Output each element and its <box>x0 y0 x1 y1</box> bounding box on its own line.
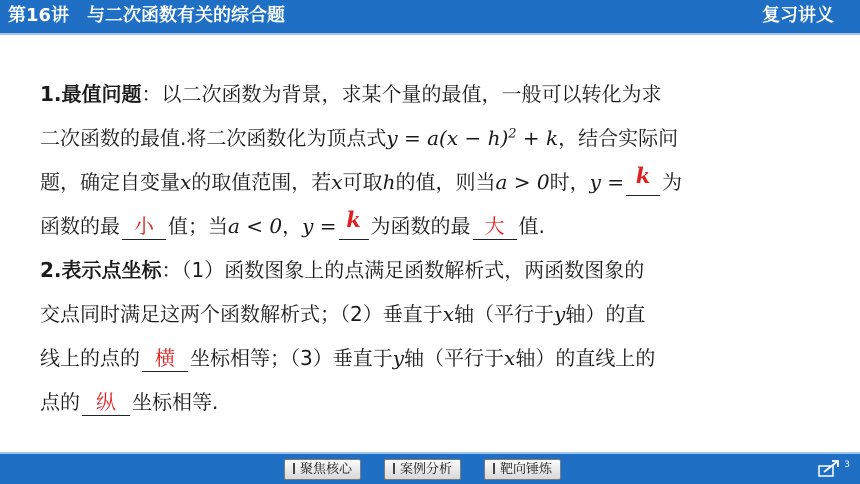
answer-text: 纵 <box>96 390 116 414</box>
text: ：以二次函数为背景，求某个量的最值，一般可以转化为求 <box>141 82 662 106</box>
text: ，结合实际问 <box>558 126 679 150</box>
math-expr: y = <box>302 214 337 238</box>
lesson-content <box>40 72 830 424</box>
math-expr: y = <box>589 170 624 194</box>
answer-text: k <box>635 163 651 188</box>
answer-blank <box>82 389 130 416</box>
math-var: x <box>442 302 455 326</box>
text: 坐标相等. <box>132 390 219 414</box>
text: 可取 <box>342 170 383 194</box>
formula-exponent: 2 <box>508 126 517 142</box>
math-var: x <box>180 170 192 194</box>
text: 时， <box>549 170 590 194</box>
text: 坐标相等；（3）垂直于 <box>190 346 393 370</box>
math-condition: a > 0 <box>495 170 550 194</box>
lesson-title: 第16讲 与二次函数有关的综合题 <box>8 5 286 26</box>
text: 的取值范围，若 <box>191 170 332 194</box>
text-line <box>40 248 830 292</box>
text-line <box>40 160 830 204</box>
text: 为 <box>662 170 682 194</box>
answer-text: 小 <box>134 214 154 238</box>
answer-text: k <box>346 207 361 232</box>
math-var: y <box>554 302 566 326</box>
text: 为函数的最 <box>370 214 471 238</box>
text: 轴（平行于 <box>454 302 555 326</box>
text-line <box>40 72 830 116</box>
text-line <box>40 336 830 380</box>
math-var: x <box>331 170 343 194</box>
text: 的值，则当 <box>395 170 496 194</box>
section-2-label: 2.表示点坐标 <box>40 258 162 282</box>
answer-text: 大 <box>484 214 505 238</box>
text: ， <box>282 214 303 238</box>
text-line <box>40 380 830 424</box>
vertex-formula <box>386 126 558 150</box>
text-line <box>40 116 830 160</box>
text: 轴）的直 <box>565 302 646 326</box>
answer-text: 横 <box>155 346 175 370</box>
text: 轴）的直线上的 <box>515 346 656 370</box>
text: 题，确定自变量 <box>40 170 180 194</box>
math-condition: a < 0 <box>228 214 283 238</box>
section-1-label: 1.最值问题 <box>40 82 142 106</box>
page-number: 3 <box>844 460 850 470</box>
text: ：（1）函数图象上的点满足函数解析式，两函数图象的 <box>161 258 645 282</box>
text: 二次函数的最值.将二次函数化为顶点式 <box>40 126 387 150</box>
math-var: h <box>382 170 396 194</box>
math-var: y <box>392 346 405 370</box>
return-icon[interactable] <box>818 458 842 478</box>
answer-blank <box>339 207 369 240</box>
header-bar <box>0 0 860 35</box>
text: 值；当 <box>168 214 228 238</box>
answer-blank <box>626 163 660 196</box>
text-line <box>40 204 830 248</box>
formula-part: + k <box>516 126 559 150</box>
answer-blank <box>473 213 517 240</box>
text: 线上的点的 <box>40 346 140 370</box>
case-analysis-button[interactable]: 案例分析 <box>384 459 461 480</box>
focus-core-button[interactable]: 聚焦核心 <box>284 459 361 480</box>
review-label: 复习讲义 <box>762 5 834 26</box>
text: 交点同时满足这两个函数解析式；（2）垂直于 <box>40 302 443 326</box>
text: 点的 <box>40 390 80 414</box>
text: 函数的最 <box>40 214 120 238</box>
footer-bar <box>0 452 860 484</box>
text: 轴（平行于 <box>404 346 505 370</box>
math-var: x <box>504 346 516 370</box>
answer-blank <box>142 345 188 372</box>
answer-blank <box>122 213 166 240</box>
targeted-practice-button[interactable]: 靶向锤炼 <box>484 459 561 480</box>
formula-part: y = a(x − h) <box>386 126 509 150</box>
text-line <box>40 292 830 336</box>
text: 值. <box>518 214 545 238</box>
